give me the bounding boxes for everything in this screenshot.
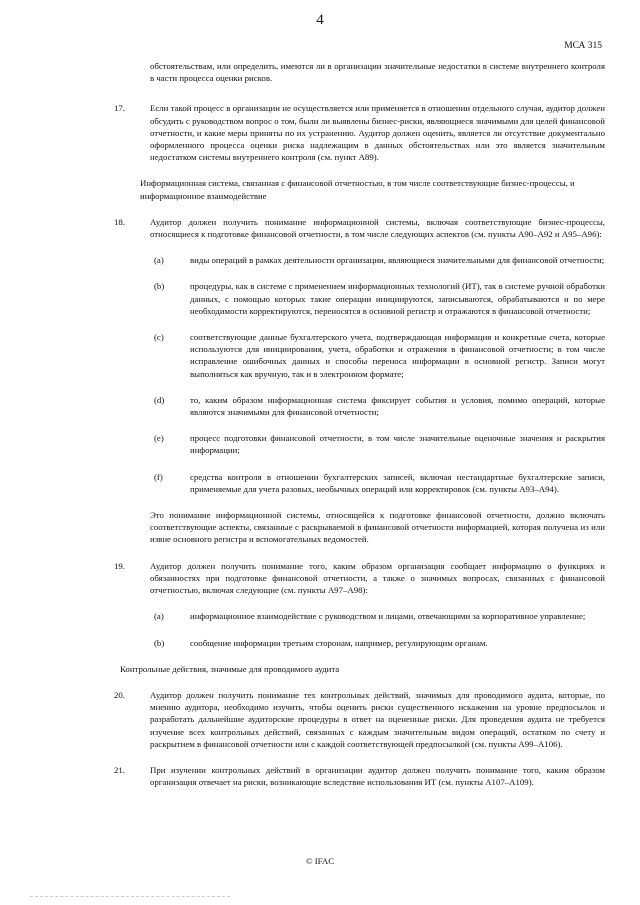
section-heading-control-activities: Контрольные действия, значимые для проводимого аудита: [120, 663, 340, 674]
list-letter: (f): [154, 471, 163, 482]
scan-artifact: [30, 896, 230, 899]
list-item-text: процесс подготовки финансовой отчетности, в том числе значительные оценочные значения и раскрытия информации;: [190, 433, 605, 456]
paragraph-number: 18.: [114, 216, 125, 227]
continuation-text: обстоятельствам, или определить, имеются ли в организации значительные недостатки в системе внутреннего контроля в части процесса оценки рисков.: [150, 61, 605, 84]
paragraph-text: Аудитор должен получить понимание того, каким образом организация сообщает информацию о функциях и обязанностях при подготовке финансовой отчетности, а также о значимых вопросах, связанных с финансовой отчетностью, включая следующие (см. пункты А97–А98):: [150, 560, 605, 596]
paragraph-17: [60, 102, 605, 163]
list-letter: (a): [154, 611, 164, 622]
paragraph-number: 17.: [114, 103, 125, 114]
list-letter: (b): [154, 637, 165, 648]
paragraph-18-closing: Это понимание информационной системы, относящейся к подготовке финансовой отчетности, должно включать соответствующие аспекты, связанные с раскрываемой в финансовой отчетности информацией, которая получена из или извне основного регистра и вспомогательных ведомостей.: [150, 510, 605, 545]
paragraph-19: [60, 560, 605, 597]
list-item-text: информационное взаимодействие с руководством и лицами, отвечающими за корпоративное управление;: [190, 611, 586, 622]
paragraph-text: Если такой процесс в организации не осуществляется или применяется в отношении отдельного случая, аудитор должен обсудить с руководством вопрос о том, были ли выявлены бизнес-риски, являющиеся значимыми для целей финансовой отчетности, и какие меры приняты по их устранению. Аудитор должен оценить, является ли отсутствие документально оформленного процесса оценки риска надлежащим в данных обстоятельствах или это является значительным недостатком системы внутреннего контроля (см. пункт А89).: [150, 103, 605, 163]
paragraph-number: 19.: [114, 560, 125, 571]
list-item-19a: [60, 610, 605, 622]
list-letter: (b): [154, 281, 165, 292]
list-letter: (e): [154, 433, 164, 444]
paragraph-number: 21.: [114, 764, 125, 775]
list-letter: (c): [154, 332, 164, 343]
paragraph-text: Аудитор должен получить понимание тех контрольных действий, значимых для проводимого аудита, которые, по мнению аудитора, необходимо изучить, чтобы оценить риски существенного искажения на уровне предпосылок и разработать дальнейшие аудиторские процедуры в ответ на оцененные риски. Для проведения аудита не требуется изучение всех контрольных действий, связанных с каждым значительным видом операций, остатком по счету и раскрытием в финансовой отчетности или с каждой соответствующей предпосылкой (см. пункты А99–А106).: [150, 689, 605, 749]
list-item-18c: [60, 331, 605, 380]
copyright-footer: © IFAC: [305, 856, 335, 866]
list-item-18b: [60, 280, 605, 317]
list-item-text: виды операций в рамках деятельности организации, являющиеся значительными для финансовой отчетности;: [190, 255, 605, 266]
list-letter: (a): [154, 255, 164, 266]
list-item-19b: [60, 637, 605, 649]
paragraph-21: [60, 764, 605, 788]
list-item-text: соответствующие данные бухгалтерского учета, подтверждающая информация и конкретные счета, которые используются для инициирования, учета, обработки и отражения в финансовой отчетности; в том числе исправление ошибочных данных и способы переноса информации в основной регистр. Записи могут выполняться как вручную, так и в электронном формате;: [190, 332, 605, 379]
standard-code: МСА 315: [564, 41, 602, 51]
list-item-18e: [60, 432, 605, 456]
list-item-18f: [60, 471, 605, 495]
section-heading-information-system: Информационная система, связанная с финансовой отчетностью, в том числе соответствующие бизнес-процессы, и информационное взаимодействие: [140, 178, 575, 201]
list-item-18d: [60, 394, 605, 418]
paragraph-20: [60, 689, 605, 750]
list-item-text: средства контроля в отношении бухгалтерских записей, включая нестандартные бухгалтерские записи, применяемые для учета разовых, необычных операций или корректировок (см. пункты А93–А94).: [190, 471, 605, 494]
list-item-text: то, каким образом информационная система фиксирует события и условия, помимо операций, которые являются значимыми для финансовой отчетности;: [190, 394, 605, 418]
paragraph-text: Аудитор должен получить понимание информационной системы, включая соответствующие бизнес-процессы, относящиеся к подготовке финансовой отчетности, в том числе следующих аспектов (см. пункты А90–А92 и А95–А96):: [150, 216, 605, 240]
list-letter: (d): [154, 394, 165, 405]
paragraph-text: При изучении контрольных действий в организации аудитор должен получить понимание того, каким образом организация отвечает на риски, возникающие вследствие использования ИТ (см. пункты А107–А109).: [150, 764, 605, 788]
paragraph-number: 20.: [114, 689, 125, 700]
paragraph-18: [60, 216, 605, 240]
document-body: [60, 60, 605, 802]
list-item-text: процедуры, как в системе с применением информационных технологий (ИТ), так в системе ручной обработки данных, с помощью которых такие операции инициируются, записываются, обрабатываются и по мере необходимости корректируются, переносятся в основной регистр и отражаются в финансовой отчетности;: [190, 281, 605, 316]
list-item-18a: [60, 254, 605, 266]
list-item-text: сообщение информации третьим сторонам, например, регулирующим органам.: [190, 637, 488, 648]
page-number: 4: [316, 12, 324, 28]
